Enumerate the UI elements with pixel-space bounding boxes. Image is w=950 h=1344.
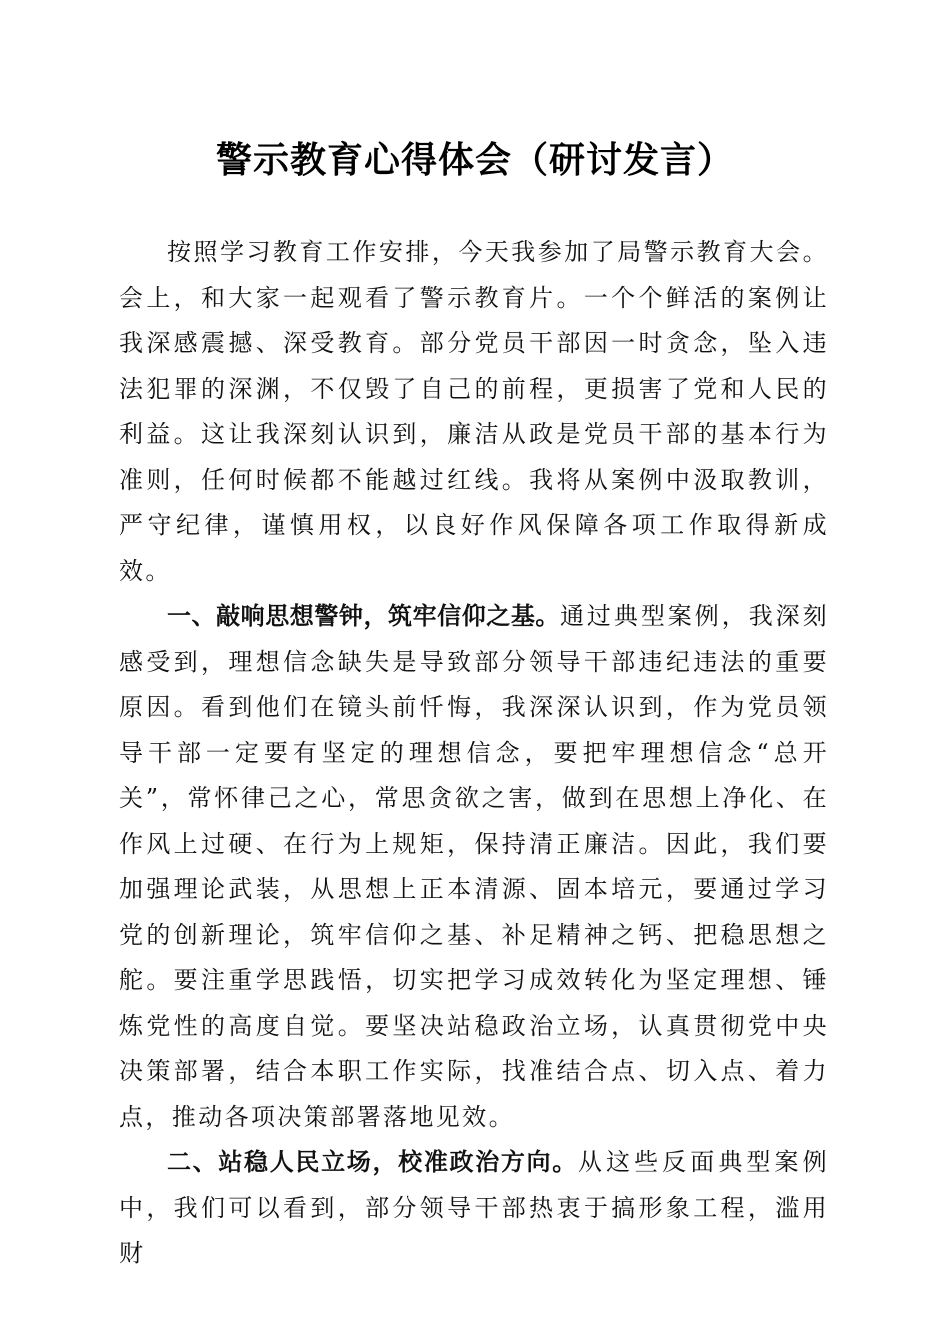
paragraph-text: 从这些反面典型案例中，我们可以看到，部分领导干部热衷于搞形象工程，滥用财 (119, 1148, 830, 1267)
document-body (119, 230, 829, 1277)
paragraph-text: 通过典型案例，我深刻感受到，理想信念缺失是导致部分领导干部违纪违法的重要原因。看到他们在镜头前忏悔，我深深认识到，作为党员领导干部一定要有坚定的理想信念，要把牢理想信念“总开关”，常怀律己之心，常思贪欲之害，做到在思想上净化、在作风上过硬、在行为上规矩，保持清正廉洁。因此，我们要加强理论武装，从思想上正本清源、固本培元，要通过学习党的创新理论，筑牢信仰之基、补足精神之钙、把稳思想之舵。要注重学思践悟，切实把学习成效转化为坚定理想、锤炼党性的高度自觉。要坚决站稳政治立场，认真贯彻党中央决策部署，结合本职工作实际，找准结合点、切入点、着力点，推动各项决策部署落地见效。 (119, 602, 830, 1131)
paragraph-text: 按照学习教育工作安排，今天我参加了局警示教育大会。会上，和大家一起观看了警示教育片。一个个鲜活的案例让我深感震撼、深受教育。部分党员干部因一时贪念，坠入违法犯罪的深渊，不仅毁了自己的前程，更损害了党和人民的利益。这让我深刻认识到，廉洁从政是党员干部的基本行为准则，任何时候都不能越过红线。我将从案例中汲取教训，严守纪律，谨慎用权，以良好作风保障各项工作取得新成效。 (119, 238, 829, 585)
paragraph-section-1 (119, 594, 829, 1140)
paragraph-intro (119, 230, 829, 594)
section-heading: 二、站稳人民立场，校准政治方向。 (167, 1148, 578, 1176)
paragraph-section-2 (119, 1140, 829, 1277)
document-title: 警示教育心得体会（研讨发言） (215, 139, 734, 181)
section-heading: 一、敲响思想警钟，筑牢信仰之基。 (167, 602, 560, 630)
